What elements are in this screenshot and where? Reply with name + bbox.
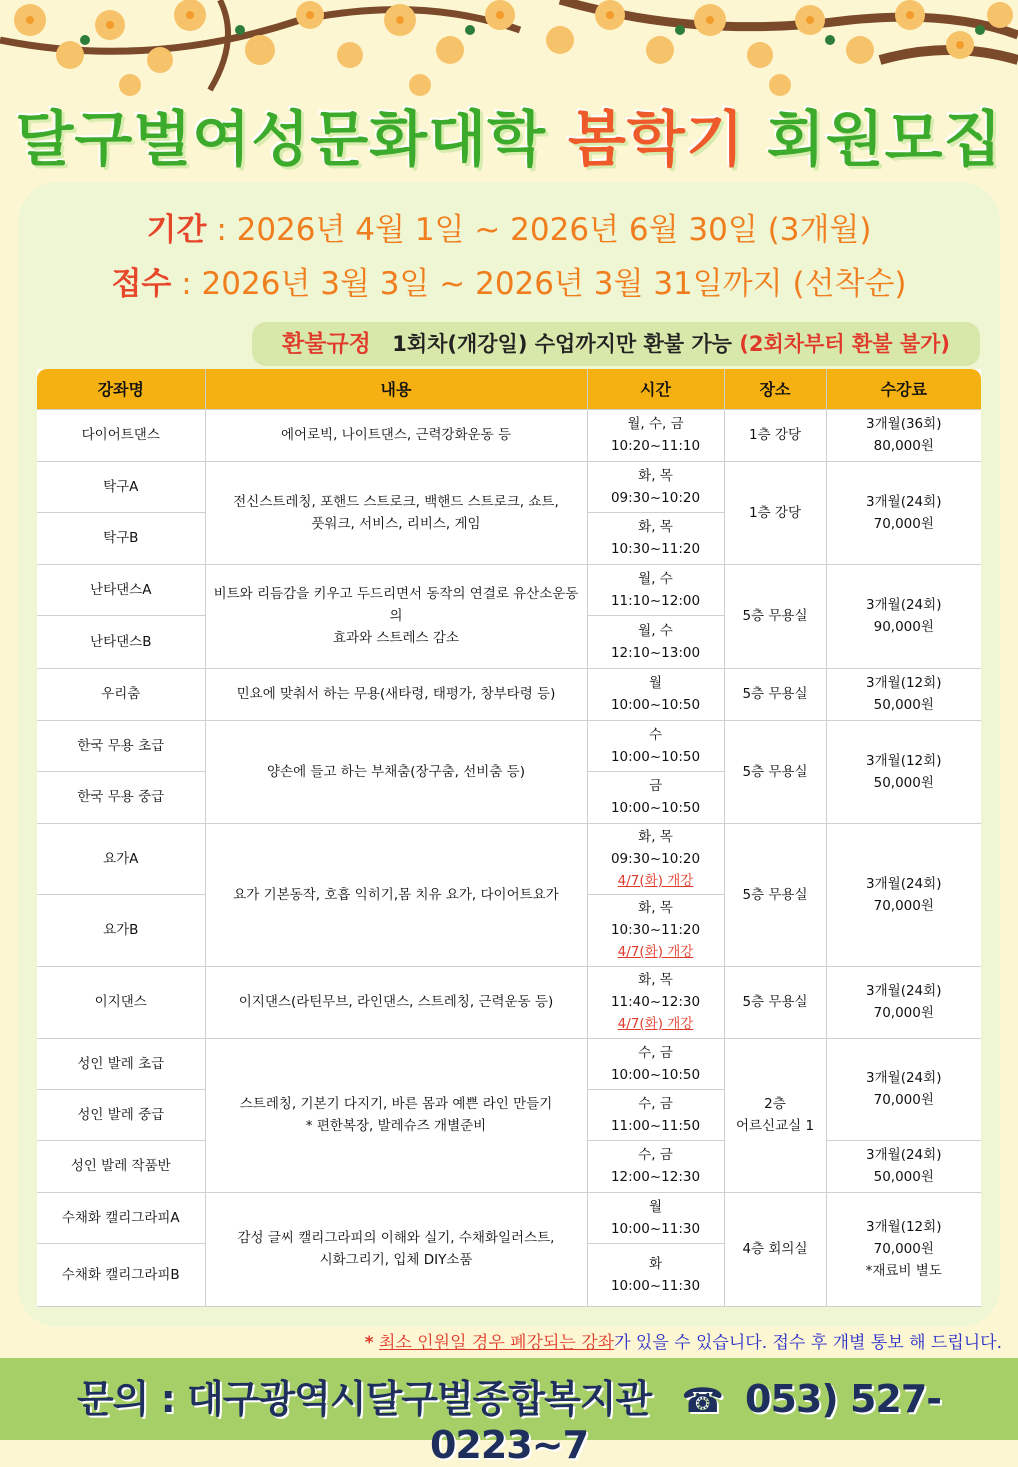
refund-warning: (2회차부터 환불 불가) xyxy=(739,332,950,356)
course-name: 성인 발레 작품반 xyxy=(37,1140,205,1192)
course-place: 5층 무용실 xyxy=(724,564,826,668)
contact-phone: 053) 527-0223~7 xyxy=(429,1377,942,1467)
table-row xyxy=(37,966,981,1038)
course-name: 이지댄스 xyxy=(37,966,205,1038)
table-row xyxy=(37,668,981,720)
start-date-note: 4/7(화) 개강 xyxy=(617,944,694,960)
course-name: 다이어트댄스 xyxy=(37,409,205,461)
course-fee: 3개월(12회) 50,000원 xyxy=(826,668,981,720)
course-fee: 3개월(12회) 70,000원 *재료비 별도 xyxy=(826,1192,981,1306)
course-fee: 3개월(36회) 80,000원 xyxy=(826,409,981,461)
course-time: 화 10:00~11:30 xyxy=(587,1243,724,1306)
course-place: 2층 어르신교실 1 xyxy=(724,1038,826,1192)
period-value: : 2026년 4월 1일 ~ 2026년 6월 30일 (3개월) xyxy=(216,212,872,248)
title-tail: 회원모집 xyxy=(766,105,1003,175)
table-row xyxy=(37,564,981,615)
header-place: 장소 xyxy=(724,369,826,409)
course-place: 5층 무용실 xyxy=(724,720,826,823)
course-time: 금 10:00~10:50 xyxy=(587,771,724,823)
course-content: 이지댄스(라틴무브, 라인댄스, 스트레칭, 근력운동 등) xyxy=(205,966,587,1038)
course-time: 화, 목 10:30~11:20 4/7(화) 개강 xyxy=(587,894,724,966)
course-name: 탁구A xyxy=(37,461,205,512)
notice-highlight: 최소 인원일 경우 폐강되는 강좌 xyxy=(379,1333,615,1353)
table-row xyxy=(37,1038,981,1089)
course-name: 성인 발레 초급 xyxy=(37,1038,205,1089)
course-table xyxy=(37,369,981,1307)
course-time: 월 10:00~10:50 xyxy=(587,668,724,720)
course-time: 화, 목 11:40~12:30 4/7(화) 개강 xyxy=(587,966,724,1038)
refund-label: 환불규정 xyxy=(282,331,371,357)
table-row xyxy=(37,1192,981,1243)
receipt-value: : 2026년 3월 3일 ~ 2026년 3월 31일까지 (선착순) xyxy=(181,266,907,302)
course-time: 화, 목 10:30~11:20 xyxy=(587,512,724,564)
header-time: 시간 xyxy=(587,369,724,409)
course-time: 수 10:00~10:50 xyxy=(587,720,724,771)
course-fee: 3개월(12회) 50,000원 xyxy=(826,720,981,823)
header-content: 내용 xyxy=(205,369,587,409)
contact-line xyxy=(0,1368,1018,1467)
course-name: 한국 무용 중급 xyxy=(37,771,205,823)
course-fee: 3개월(24회) 70,000원 xyxy=(826,1038,981,1140)
start-date-note: 4/7(화) 개강 xyxy=(617,1016,694,1032)
course-place: 4층 회의실 xyxy=(724,1192,826,1306)
course-name: 난타댄스A xyxy=(37,564,205,615)
course-content: 요가 기본동작, 호흡 익히기,몸 치유 요가, 다이어트요가 xyxy=(205,823,587,966)
refund-policy xyxy=(252,322,980,366)
course-name: 우리춤 xyxy=(37,668,205,720)
header-fee: 수강료 xyxy=(826,369,981,409)
closure-notice xyxy=(365,1328,1002,1353)
course-content: 양손에 들고 하는 부채춤(장구춤, 선비춤 등) xyxy=(205,720,587,823)
course-place: 1층 강당 xyxy=(724,461,826,564)
course-time: 월, 수, 금 10:20~11:10 xyxy=(587,409,724,461)
course-name: 수채화 캘리그라피A xyxy=(37,1192,205,1243)
course-content: 스트레칭, 기본기 다지기, 바른 몸과 예쁜 라인 만들기 * 편한복장, 발레슈즈 개별준비 xyxy=(205,1038,587,1192)
course-place: 1층 강당 xyxy=(724,409,826,461)
course-fee: 3개월(24회) 70,000원 xyxy=(826,966,981,1038)
course-fee: 3개월(24회) 70,000원 xyxy=(826,823,981,966)
receipt-label: 접수 xyxy=(111,266,172,302)
period-label: 기간 xyxy=(146,212,207,248)
header-course-name: 강좌명 xyxy=(37,369,205,409)
course-content: 민요에 맞춰서 하는 무용(새타령, 태평가, 창부타령 등) xyxy=(205,668,587,720)
course-time: 화, 목 09:30~10:20 4/7(화) 개강 xyxy=(587,823,724,894)
phone-icon: ☎ xyxy=(681,1381,723,1421)
course-content: 전신스트레칭, 포핸드 스트로크, 백핸드 스트로크, 쇼트, 풋워크, 서비스, 리비스, 게임 xyxy=(205,461,587,564)
course-time: 수, 금 12:00~12:30 xyxy=(587,1140,724,1192)
period-line xyxy=(0,204,1018,249)
course-time: 월, 수 12:10~13:00 xyxy=(587,615,724,668)
course-fee: 3개월(24회) 50,000원 xyxy=(826,1140,981,1192)
table-row xyxy=(37,409,981,461)
course-content: 에어로빅, 나이트댄스, 근력강화운동 등 xyxy=(205,409,587,461)
notice-star: * xyxy=(364,1333,374,1353)
course-time: 수, 금 11:00~11:50 xyxy=(587,1089,724,1140)
course-content: 감성 글씨 캘리그라피의 이해와 실기, 수채화일러스트, 시화그리기, 입체 DIY소품 xyxy=(205,1192,587,1306)
course-fee: 3개월(24회) 90,000원 xyxy=(826,564,981,668)
course-time: 월 10:00~11:30 xyxy=(587,1192,724,1243)
course-name: 성인 발레 중급 xyxy=(37,1089,205,1140)
course-name: 요가B xyxy=(37,894,205,966)
notice-text: 가 있을 수 있습니다. 접수 후 개별 통보 해 드립니다. xyxy=(614,1333,1002,1353)
start-date-note: 4/7(화) 개강 xyxy=(617,872,694,889)
course-name: 한국 무용 초급 xyxy=(37,720,205,771)
table-row xyxy=(37,720,981,771)
course-fee: 3개월(24회) 70,000원 xyxy=(826,461,981,564)
page-title xyxy=(0,92,1018,178)
table-row xyxy=(37,461,981,512)
course-place: 5층 무용실 xyxy=(724,823,826,966)
title-accent: 봄학기 xyxy=(567,105,745,175)
contact-label: 문의 : 대구광역시달구벌종합복지관 xyxy=(76,1377,652,1421)
table-row xyxy=(37,823,981,894)
course-content: 비트와 리듬감을 키우고 두드리면서 동작의 연결로 유산소운동의 효과와 스트레스 감소 xyxy=(205,564,587,668)
course-name: 탁구B xyxy=(37,512,205,564)
course-name: 난타댄스B xyxy=(37,615,205,668)
table-header-row xyxy=(37,369,981,409)
course-place: 5층 무용실 xyxy=(724,966,826,1038)
course-time: 화, 목 09:30~10:20 xyxy=(587,461,724,512)
receipt-line xyxy=(0,258,1018,303)
refund-text: 1회차(개강일) 수업까지만 환불 가능 xyxy=(392,332,732,356)
title-main: 달구벌여성문화대학 xyxy=(15,105,547,175)
course-name: 수채화 캘리그라피B xyxy=(37,1243,205,1306)
course-time: 수, 금 10:00~10:50 xyxy=(587,1038,724,1089)
course-time: 월, 수 11:10~12:00 xyxy=(587,564,724,615)
course-name: 요가A xyxy=(37,823,205,894)
course-place: 5층 무용실 xyxy=(724,668,826,720)
